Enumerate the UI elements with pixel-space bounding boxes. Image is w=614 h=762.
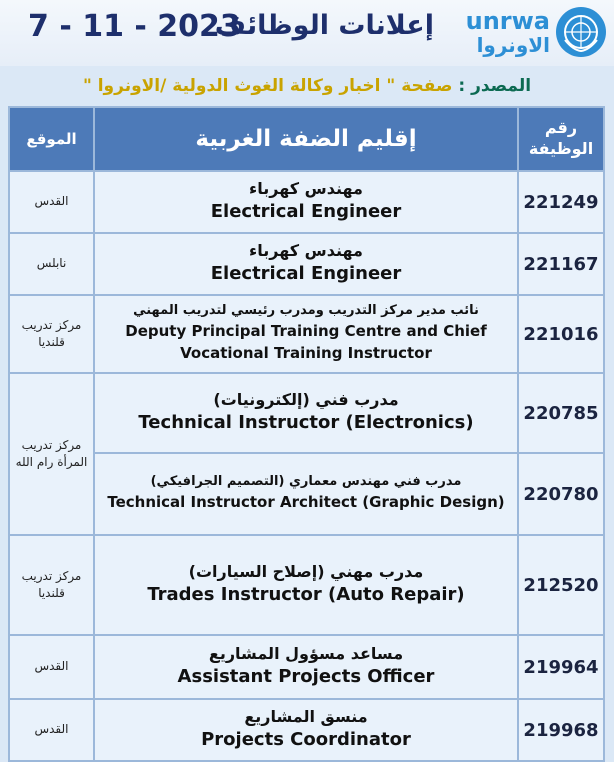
job-title	[94, 535, 518, 635]
job-title-ar: مدرب مهني (إصلاح السيارات)	[188, 562, 424, 582]
un-emblem-icon	[556, 7, 606, 57]
job-title-en: Trades Instructor (Auto Repair)	[147, 584, 465, 606]
source-label: المصدر :	[458, 76, 532, 96]
table-row	[9, 373, 604, 453]
job-title-ar: منسق المشاريع	[244, 707, 368, 727]
table-header-row	[9, 107, 604, 171]
job-title-ar: مهندس كهرباء	[249, 179, 363, 199]
column-header-number: رقم الوظيفة	[518, 107, 604, 171]
job-location: مركز تدريب المرأة رام الله	[9, 373, 94, 535]
jobs-table	[8, 106, 605, 762]
job-title-en: Technical Instructor (Electronics)	[138, 412, 474, 434]
job-title-en: Deputy Principal Training Centre and Chief Vocational Training Instructor	[125, 321, 487, 363]
table-row	[9, 699, 604, 761]
source-line	[0, 70, 614, 102]
table-row	[9, 295, 604, 373]
job-title	[94, 295, 518, 373]
job-title-ar: مدرب فني مهندس معماري (التصميم الجرافيكي)	[150, 474, 462, 490]
column-header-region: إقليم الضفة الغربية	[94, 107, 518, 171]
logo-wordmark	[466, 9, 550, 55]
job-location: القدس	[9, 699, 94, 761]
job-title-ar: نائب مدير مركز التدريب ومدرب رئيسي لتدريب المهني	[133, 303, 479, 319]
job-title-ar: مدرب فني (إلكترونيات)	[213, 390, 399, 410]
job-number: 220780	[518, 453, 604, 535]
job-location: مركز تدريب قلنديا	[9, 295, 94, 373]
job-title-ar: مهندس كهرباء	[249, 241, 363, 261]
table-row	[9, 635, 604, 699]
job-title-en: Assistant Projects Officer	[177, 666, 435, 688]
job-title-en: Technical Instructor Architect (Graphic Design)	[107, 493, 505, 512]
job-number: 212520	[518, 535, 604, 635]
unrwa-logo	[446, 4, 606, 60]
page-title: إعلانات الوظائف	[214, 10, 434, 41]
job-title	[94, 233, 518, 295]
job-location: القدس	[9, 171, 94, 233]
job-title	[94, 453, 518, 535]
job-title	[94, 635, 518, 699]
job-title	[94, 171, 518, 233]
job-title-en: Electrical Engineer	[210, 201, 402, 223]
table-row	[9, 453, 604, 535]
column-header-location: الموقع	[9, 107, 94, 171]
job-location: مركز تدريب قلنديا	[9, 535, 94, 635]
job-number: 221016	[518, 295, 604, 373]
job-location: القدس	[9, 635, 94, 699]
table-row	[9, 171, 604, 233]
logo-arabic-text: الاونروا	[476, 33, 550, 57]
job-number: 219968	[518, 699, 604, 761]
source-text: صفحة " اخبار وكالة الغوث الدولية /الاونروا "	[82, 76, 453, 96]
announcement-date: 7 - 11 - 2023	[28, 9, 241, 44]
job-title-en: Electrical Engineer	[210, 263, 402, 285]
job-number: 221249	[518, 171, 604, 233]
job-number: 219964	[518, 635, 604, 699]
table-row	[9, 233, 604, 295]
job-title-ar: مساعد مسؤول المشاريع	[208, 644, 404, 664]
header-banner	[0, 0, 614, 66]
logo-latin-text: unrwa	[465, 7, 550, 35]
job-title-en: Projects Coordinator	[201, 729, 411, 751]
job-title	[94, 699, 518, 761]
job-number: 220785	[518, 373, 604, 453]
job-number: 221167	[518, 233, 604, 295]
job-location: نابلس	[9, 233, 94, 295]
job-title	[94, 373, 518, 453]
table-row	[9, 535, 604, 635]
